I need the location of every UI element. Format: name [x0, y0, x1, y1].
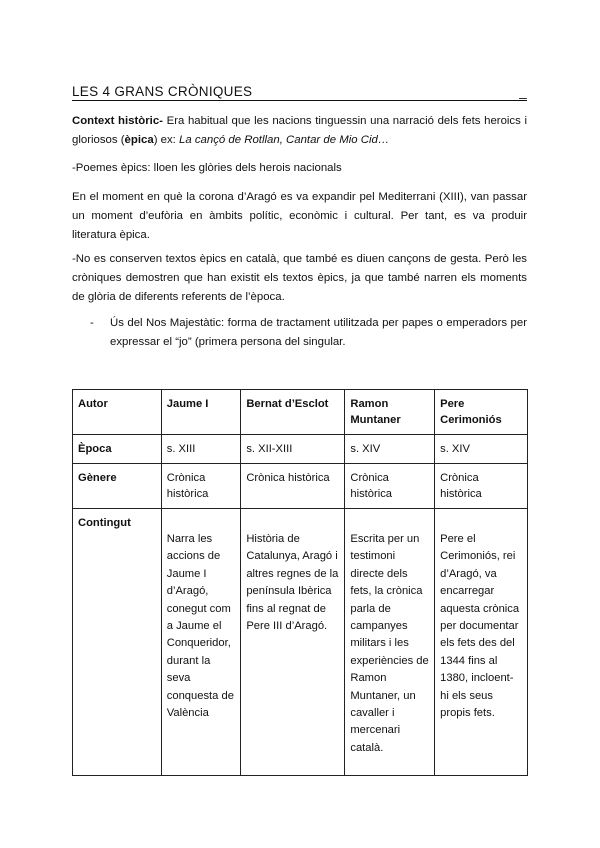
header-cell-jaume: Jaume I: [161, 390, 241, 435]
conserven-paragraph: -No es conserven textos èpics en català, que també es diuen cançons de gesta. Però les cròniques demostren que han existit els textos èpics, ja que també narren els moments de glòria de diferents referents de l’època.: [72, 253, 527, 303]
table-row-epoca: [73, 435, 528, 464]
context-epica: èpica: [124, 134, 154, 146]
contingut-cell-jaume: Narra les accions de Jaume I d’Aragó, conegut com a Jaume el Conqueridor, durant la seva conquesta de València: [161, 509, 241, 776]
chronicles-table: [72, 389, 528, 776]
page-title: [72, 84, 527, 101]
epoca-cell-bernat: s. XII-XIII: [241, 435, 345, 464]
context-label: Context històric-: [72, 115, 163, 127]
nos-majestatic-bullet: [90, 314, 527, 352]
header-cell-autor: Autor: [73, 390, 162, 435]
header-cell-ramon: Ramon Muntaner: [345, 390, 435, 435]
row-label-genere: Gènere: [73, 464, 162, 509]
genere-cell-bernat: Crònica històrica: [241, 464, 345, 509]
contingut-cell-bernat: Història de Catalunya, Aragó i altres regnes de la península Ibèrica fins al regnat de Pere III d’Aragó.: [241, 509, 345, 776]
epoca-cell-jaume: s. XIII: [161, 435, 241, 464]
title-text: LES 4 GRANS CRÒNIQUES: [72, 84, 253, 99]
header-cell-bernat: Bernat d’Esclot: [241, 390, 345, 435]
epoca-cell-ramon: s. XIV: [345, 435, 435, 464]
row-label-epoca: Època: [73, 435, 162, 464]
genere-cell-pere: Crònica històrica: [435, 464, 528, 509]
context-text2: ) ex:: [153, 134, 180, 146]
table-row-header: [73, 390, 528, 435]
context-examples: La cançó de Rotllan, Cantar de Mio Cid…: [179, 134, 390, 146]
genere-cell-ramon: Crònica històrica: [345, 464, 435, 509]
bullet-text: Ús del Nos Majestàtic: forma de tractament utilitzada per papes o emperadors per expressar el “jo” (primera persona del singular.: [110, 317, 527, 348]
epoca-cell-pere: s. XIV: [435, 435, 528, 464]
expansio-paragraph: En el moment en què la corona d’Aragó es va expandir pel Mediterrani (XIII), van passar un moment d’eufòria en àmbits polític, econòmic i cultural. Per tant, es va produir literatura èpica.: [72, 191, 527, 241]
header-cell-pere: Pere Cerimoniós: [435, 390, 528, 435]
bullet-mark: -: [90, 317, 94, 329]
contingut-cell-ramon: Escrita per un testimoni directe dels fets, la crònica parla de campanyes militars i les experiències de Ramon Muntaner, un cavaller i mercenari català.: [345, 509, 435, 776]
row-label-contingut: Contingut: [73, 509, 162, 776]
table-row-contingut: [73, 509, 528, 776]
genere-cell-jaume: Crònica històrica: [161, 464, 241, 509]
context-paragraph: [72, 112, 527, 150]
poemes-paragraph: -Poemes èpics: lloen les glòries dels herois nacionals: [72, 162, 342, 174]
title-tail: _: [519, 84, 527, 99]
table-row-genere: [73, 464, 528, 509]
contingut-cell-pere: Pere el Cerimoniós, rei d’Aragó, va encarregar aquesta crònica per documentar els fets des del 1344 fins al 1380, incloent-hi els seus propis fets.: [435, 509, 528, 776]
context-text: Era habitual que les nacions tinguessin una narració dels fets heroics i gloriosos (: [72, 115, 527, 146]
